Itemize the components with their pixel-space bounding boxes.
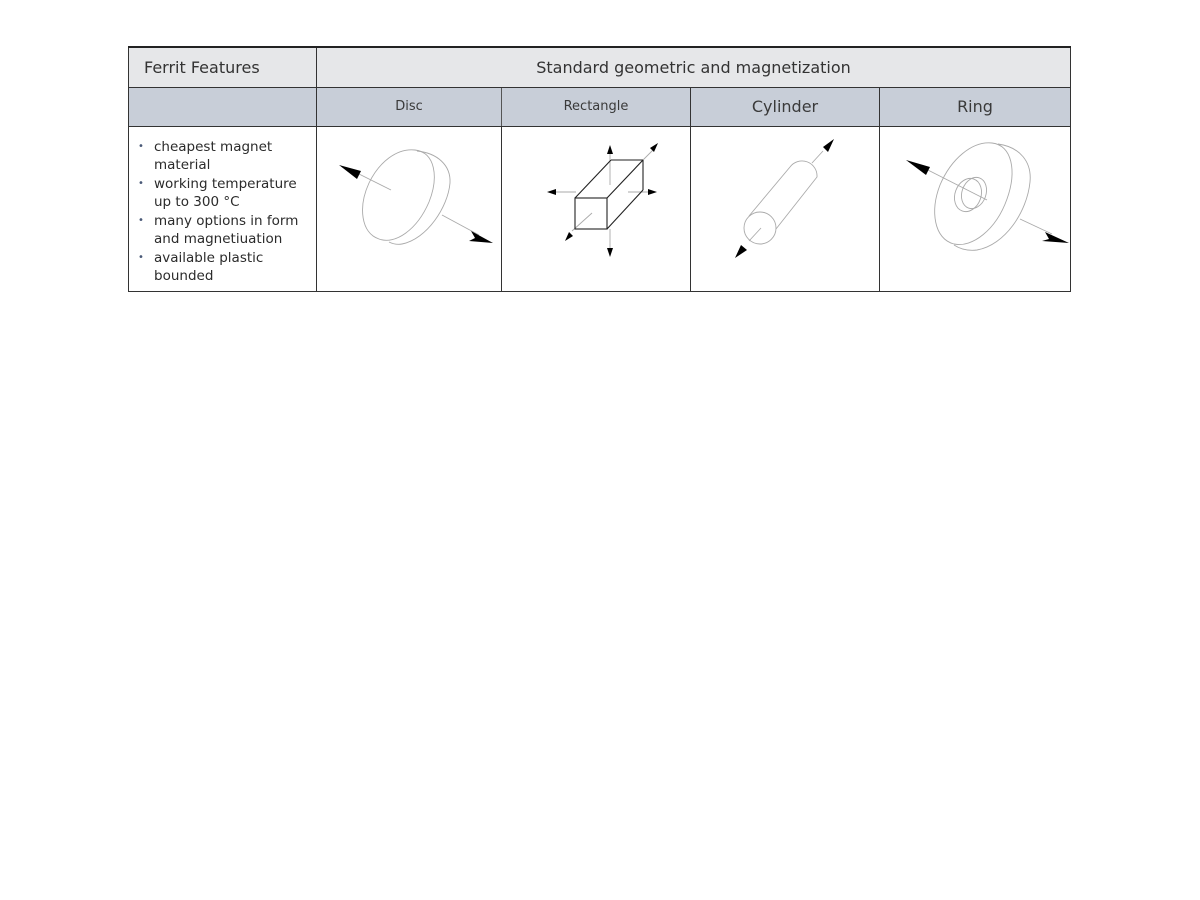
bullet-icon: •	[138, 140, 144, 152]
ring-magnet-icon	[880, 127, 1071, 292]
empty-header-cell	[129, 87, 317, 126]
rectangle-cell	[502, 126, 691, 291]
ring-cell	[880, 126, 1071, 291]
feature-text-line2: up to 300 °C	[154, 194, 240, 210]
ferrit-features-table	[128, 46, 1071, 292]
feature-item	[138, 249, 308, 286]
shape-header-cylinder: Cylinder	[691, 87, 880, 126]
features-list	[129, 127, 316, 286]
group-title: Standard geometric and magnetization	[317, 47, 1071, 87]
feature-text-line1: many options in form	[154, 212, 299, 229]
feature-text-line2: and magnetiuation	[154, 231, 283, 247]
rectangle-magnet-icon	[502, 127, 691, 292]
table-body-row	[129, 126, 1071, 291]
shape-header-ring: Ring	[880, 87, 1071, 126]
disc-magnet-icon	[317, 127, 502, 292]
bullet-icon: •	[138, 177, 144, 189]
feature-text-line2: bounded	[154, 268, 214, 284]
feature-text-line2: material	[154, 157, 211, 173]
features-title: Ferrit Features	[129, 47, 317, 87]
shape-header-disc: Disc	[317, 87, 502, 126]
shape-header-row	[129, 87, 1071, 126]
feature-text-line1: cheapest magnet	[154, 138, 273, 155]
feature-item	[138, 212, 308, 249]
feature-text-line1: available plastic	[154, 249, 264, 266]
table-header-row	[129, 47, 1071, 87]
bullet-icon: •	[138, 251, 144, 263]
feature-item	[138, 175, 308, 212]
disc-cell	[317, 126, 502, 291]
features-cell	[129, 126, 317, 291]
bullet-icon: •	[138, 214, 144, 226]
shape-header-rectangle: Rectangle	[502, 87, 691, 126]
feature-text-line1: working temperature	[154, 175, 297, 192]
feature-item	[138, 138, 308, 175]
cylinder-magnet-icon	[691, 127, 880, 292]
cylinder-cell	[691, 126, 880, 291]
